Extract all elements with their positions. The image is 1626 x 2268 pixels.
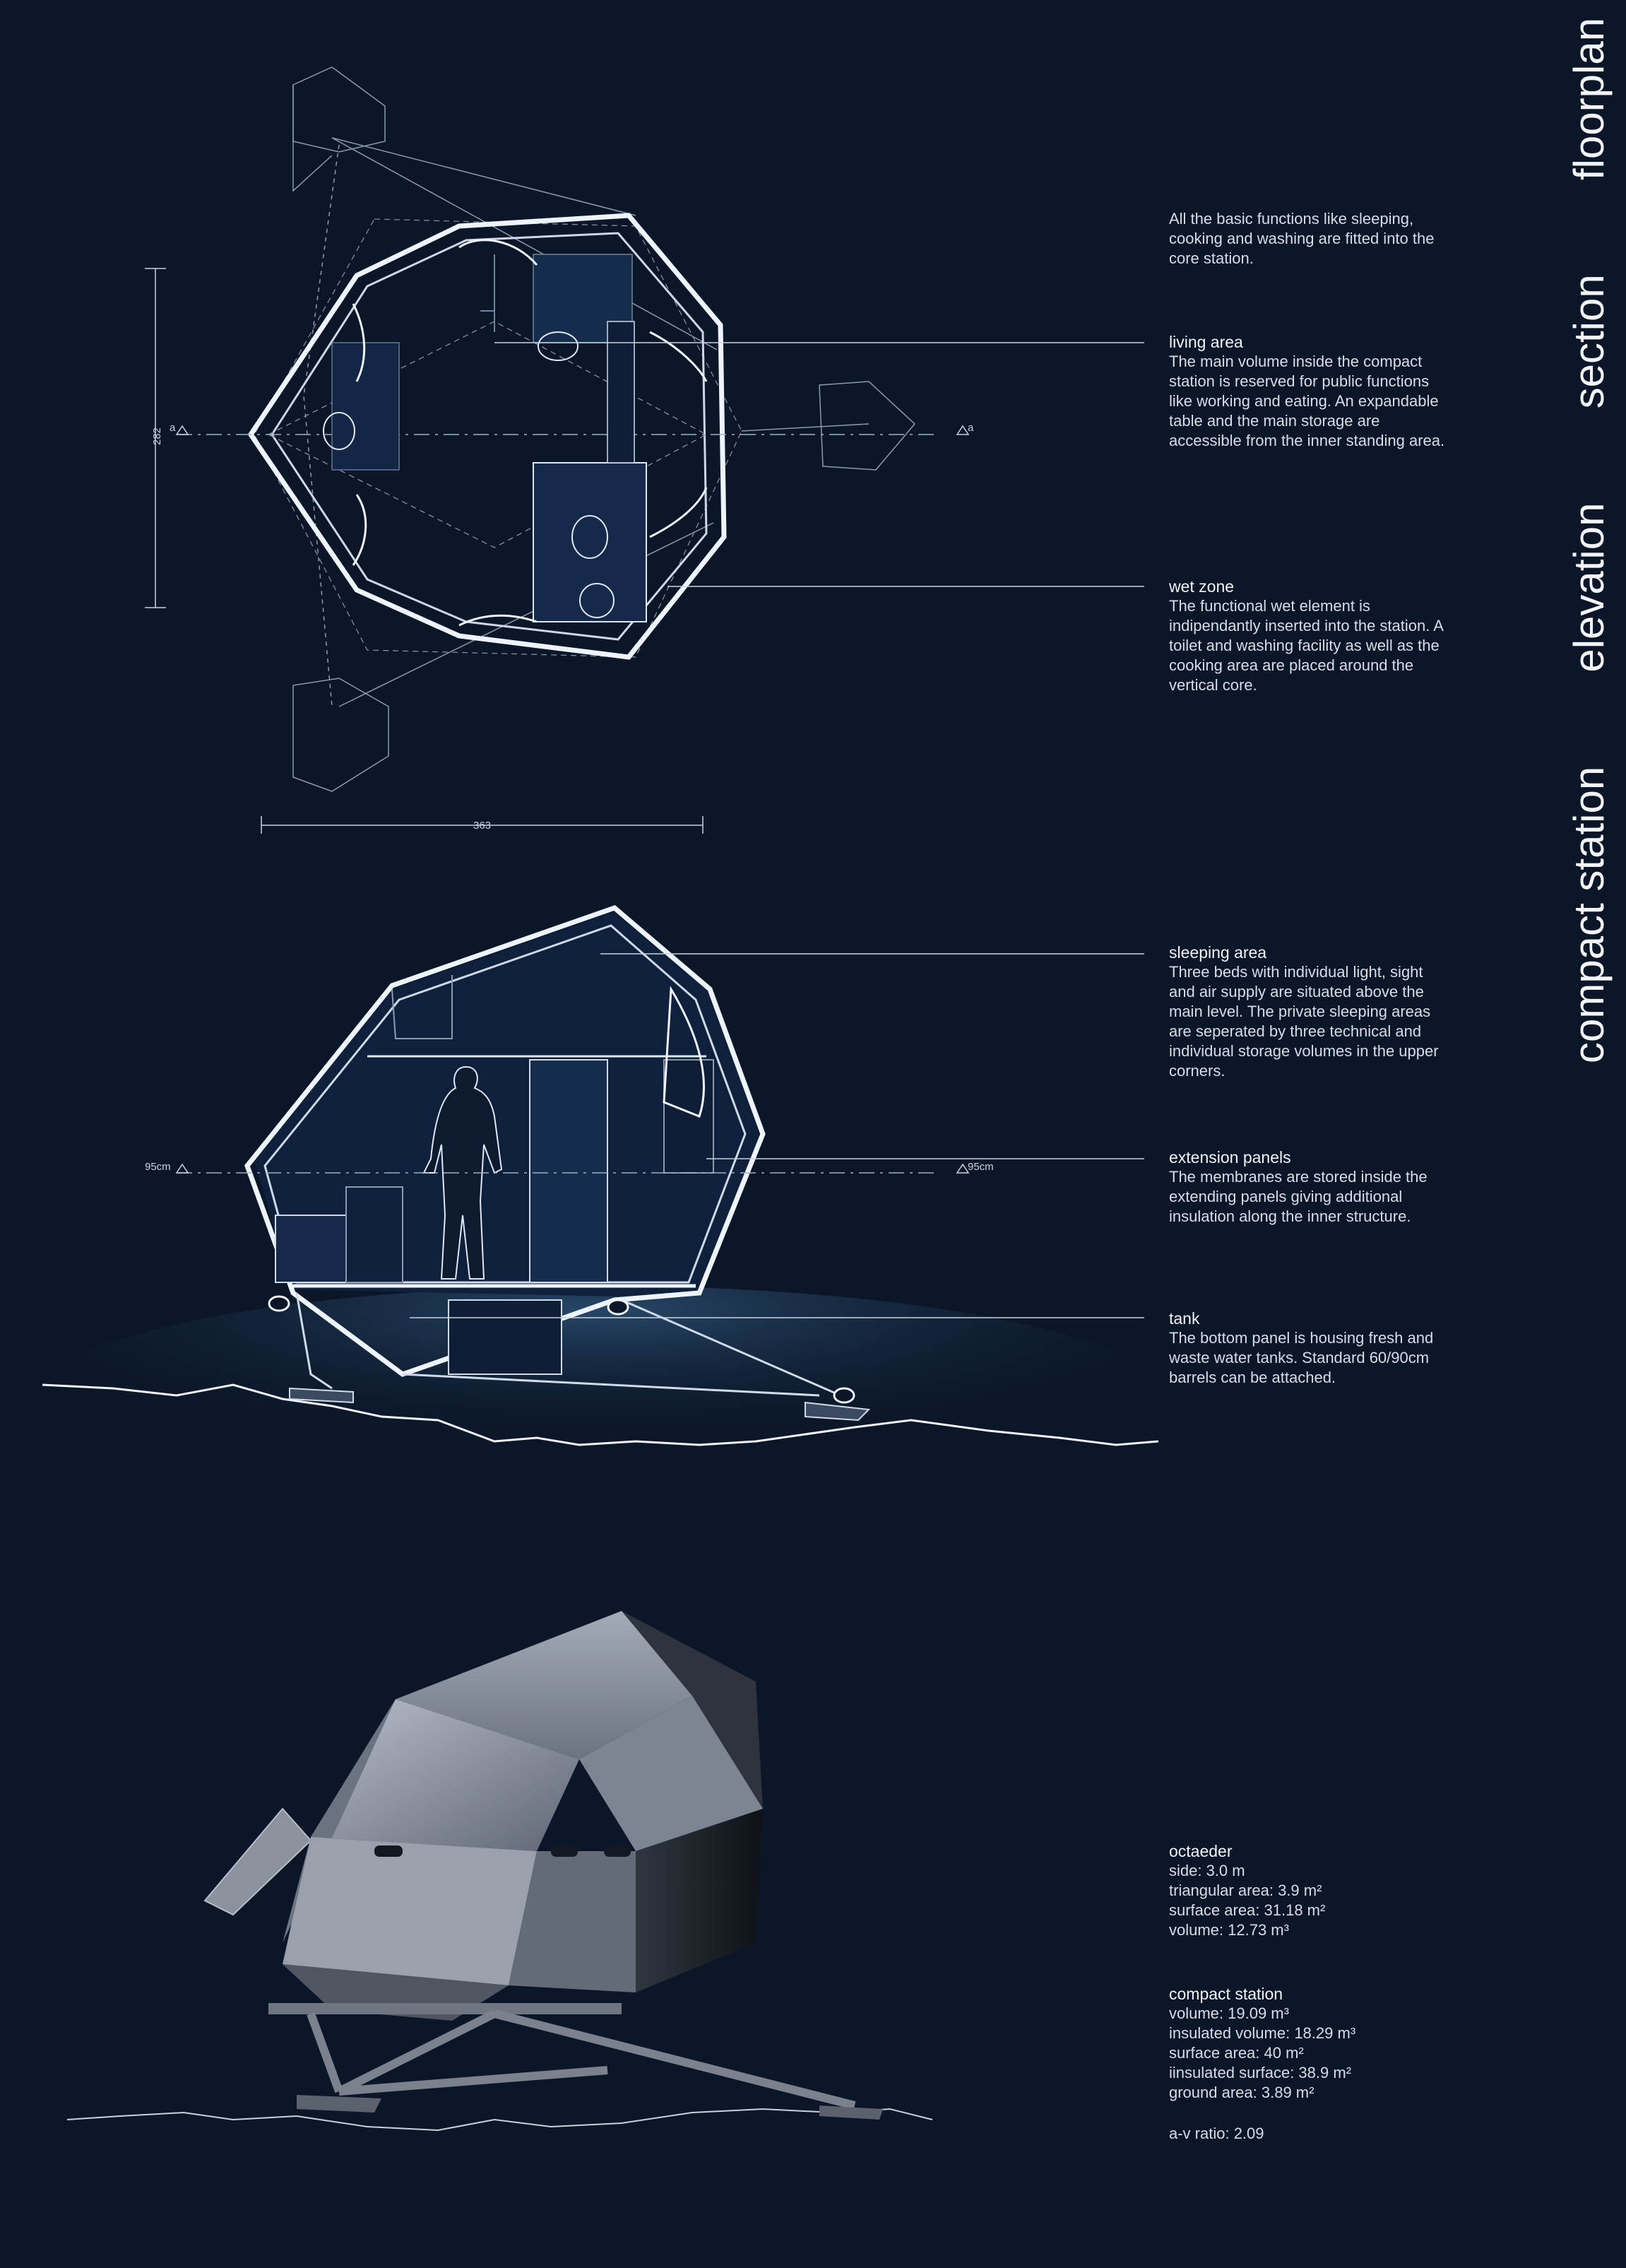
stat-line: triangular area: 3.9 m²	[1169, 1882, 1322, 1899]
annotation-tank	[1169, 1309, 1452, 1388]
section-mark-triangles	[177, 426, 968, 435]
title-section: section	[1565, 274, 1613, 409]
annotation-sleeping-area	[1169, 943, 1452, 1081]
stat-line: side: 3.0 m	[1169, 1862, 1245, 1879]
vertical-section-title	[1536, 11, 1626, 1070]
stat-line: iinsulated surface: 38.9 m²	[1169, 2064, 1352, 2081]
stat-line: volume: 19.09 m³	[1169, 2004, 1289, 2022]
stat-line: insulated volume: 18.29 m³	[1169, 2024, 1356, 2042]
annotation-extension-panels	[1169, 1147, 1452, 1227]
stats-title: compact station	[1169, 1985, 1283, 2003]
annotation-title: wet zone	[1169, 577, 1235, 596]
annotation-living-area	[1169, 332, 1452, 451]
annotation-text: The membranes are stored inside the extending panels giving additional insulation along the inner structure.	[1169, 1168, 1428, 1225]
annotation-title: sleeping area	[1169, 943, 1267, 962]
section-mark-right: a	[968, 422, 974, 434]
floorplan-drawing	[177, 67, 939, 791]
annotation-title: living area	[1169, 333, 1243, 351]
section-level-right: 95cm	[968, 1161, 994, 1173]
intro-text: All the basic functions like sleeping, cooking and washing are fitted into the core station.	[1169, 210, 1435, 267]
section-level-left: 95cm	[145, 1161, 171, 1173]
section-mark-left: a	[170, 422, 176, 434]
annotation-text: The main volume inside the compact station is reserved for public functions like working and eating. An expandable table and the main storage are accessible from the inner standing area.	[1169, 353, 1445, 449]
stats-title: octaeder	[1169, 1842, 1233, 1860]
floorplan-dim-horizontal: 363	[473, 820, 492, 832]
floorplan-shell-outer	[251, 215, 724, 657]
intro-text-block	[1169, 209, 1452, 268]
annotation-title: tank	[1169, 1309, 1200, 1328]
stat-line: ground area: 3.89 m²	[1169, 2084, 1315, 2101]
title-compact-station: compact station	[1565, 766, 1613, 1063]
stats-compact-station	[1169, 1984, 1452, 2103]
floorplan-dim-vertical: 282	[151, 427, 163, 445]
annotation-title: extension panels	[1169, 1148, 1291, 1167]
stats-av-ratio	[1169, 2124, 1452, 2144]
stat-line: surface area: 40 m²	[1169, 2044, 1304, 2062]
elevation-render	[67, 1611, 932, 2130]
floorplan-beds	[353, 240, 706, 625]
stat-line: surface area: 31.18 m²	[1169, 1901, 1326, 1919]
av-ratio: a-v ratio: 2.09	[1169, 2125, 1264, 2142]
section-ground	[21, 1286, 1180, 1526]
title-floorplan: floorplan	[1565, 18, 1613, 181]
annotation-text: The functional wet element is indipendantly inserted into the station. A toilet and washing facility as well as the cooking area are placed around the vertical core.	[1169, 597, 1443, 694]
title-elevation: elevation	[1565, 502, 1613, 673]
stat-line: volume: 12.73 m³	[1169, 1921, 1289, 1939]
annotation-text: The bottom panel is housing fresh and waste water tanks. Standard 60/90cm barrels can be attached.	[1169, 1329, 1434, 1386]
annotation-text: Three beds with individual light, sight and air supply are situated above the main level. The private sleeping areas are seperated by three technical and individual storage volumes in the upper corners.	[1169, 963, 1439, 1080]
annotation-wet-zone	[1169, 577, 1452, 695]
stats-octaeder	[1169, 1841, 1452, 1940]
